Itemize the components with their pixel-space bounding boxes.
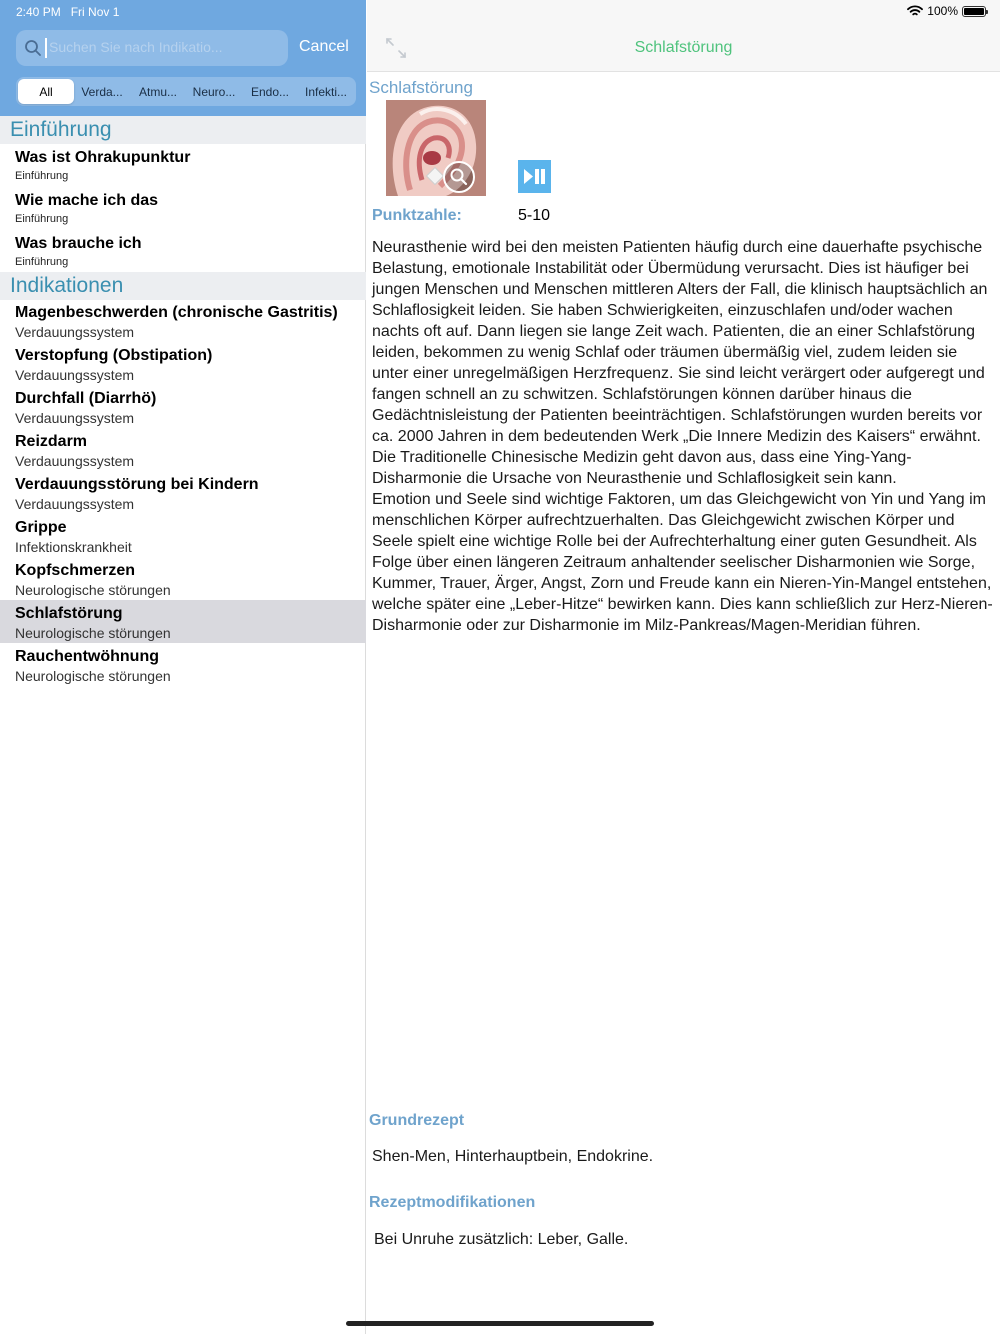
list-item[interactable] bbox=[0, 144, 366, 187]
points-value: 5-10 bbox=[518, 207, 551, 224]
home-indicator[interactable] bbox=[346, 1321, 654, 1326]
play-pause-button[interactable] bbox=[518, 160, 551, 193]
list-item-subtitle: Neurologische störungen bbox=[15, 668, 171, 684]
section-header-einfuehrung: Einführung bbox=[0, 116, 366, 144]
rezeptmodifikationen-value: Bei Unruhe zusätzlich: Leber, Galle. bbox=[374, 1231, 629, 1248]
play-pause-icon bbox=[518, 160, 551, 193]
nav-title: Schlafstörung bbox=[634, 39, 733, 56]
status-date: Fri Nov 1 bbox=[70, 5, 120, 19]
search-icon bbox=[24, 39, 42, 57]
list-item-subtitle: Infektionskrankheit bbox=[15, 539, 132, 555]
list-item-selected[interactable] bbox=[0, 600, 366, 643]
search-placeholder: Suchen Sie nach Indikatio... bbox=[49, 39, 223, 55]
segment-endo[interactable]: Endo... bbox=[250, 84, 290, 99]
list-item-title: Was brauche ich bbox=[15, 235, 142, 252]
list-item-title: Magenbeschwerden (chronische Gastritis) bbox=[15, 304, 338, 321]
description-paragraph: Emotion und Seele sind wichtige Faktoren, um das Gleichgewicht von Yin und Yang im menschlichen Körper aufrechtzuerhalten. Das Gleichgewicht zwischen Körper und Seele spielt eine wichtige Rolle bei der Aufrechterhaltung einer guten Gesundheit. Als Folge über einen längeren Zeitraum anhaltender seelischer Disharmonien wie Sorge, Kummer, Trauer, Ärger, Angst, Zorn und Freude kann ein Nieren-Yin-Mangel entstehen, welche später eine „Leber-Hitze“ bewirken kann. Dies kann schließlich zur Herz-Nieren-Disharmonie oder zur Disharmonie im Milz-Pankreas/Magen-Meridian führen. bbox=[372, 491, 993, 634]
list-item[interactable] bbox=[0, 557, 366, 600]
list-item-title: Grippe bbox=[15, 519, 67, 536]
ear-image[interactable] bbox=[386, 100, 486, 196]
list-item-title: Reizdarm bbox=[15, 433, 88, 450]
detail-nav-bar bbox=[367, 0, 1000, 72]
list-item-subtitle: Einführung bbox=[15, 256, 69, 268]
segment-infekt[interactable]: Infekti... bbox=[304, 84, 348, 99]
category-segmented-control bbox=[16, 77, 356, 106]
list-item-title: Was ist Ohrakupunktur bbox=[15, 149, 191, 166]
detail-title: Schlafstörung bbox=[369, 78, 473, 97]
list-item-subtitle: Verdauungssystem bbox=[15, 324, 135, 340]
status-time bbox=[16, 5, 119, 19]
segment-neuro[interactable]: Neuro... bbox=[192, 84, 236, 99]
grundrezept-value: Shen-Men, Hinterhauptbein, Endokrine. bbox=[372, 1148, 654, 1165]
cancel-button[interactable]: Cancel bbox=[299, 38, 349, 55]
list-item[interactable] bbox=[0, 643, 366, 686]
list-item[interactable] bbox=[0, 342, 366, 385]
list-item-subtitle: Verdauungssystem bbox=[15, 453, 135, 469]
status-indicators bbox=[907, 4, 986, 18]
list-item-subtitle: Verdauungssystem bbox=[15, 496, 135, 512]
list-item-title: Rauchentwöhnung bbox=[15, 648, 159, 665]
list-item-title: Wie mache ich das bbox=[15, 192, 159, 209]
wifi-icon bbox=[907, 5, 923, 17]
list-item-title: Verdauungsstörung bei Kindern bbox=[15, 476, 259, 493]
status-clock: 2:40 PM bbox=[16, 5, 61, 19]
section-header-indikationen: Indikationen bbox=[0, 272, 366, 300]
description-paragraph: Neurasthenie wird bei den meisten Patienten häufig durch eine dauerhafte psychische Belastung, emotionale Instabilität oder Übermüdung verursacht. Dies ist häufiger bei jungen Menschen und Menschen mittleren Alters der Fall, die klinisch hauptsächlich an Schlaflosigkeit leiden. Sie haben Schwierigkeiten, einzuschlafen und/oder wachen nachts oft auf. Dann liegen sie lange Zeit wach. Patienten, die an einer Schlafstörung leiden, bekommen zu wenig Schlaf oder träumen übermäßig viel, zudem leiden sie unter einer unregelmäßigen Herzfrequenz. Sie sind leicht verärgert oder aufgeregt und fangen schnell an zu schwitzen. Schlafstörungen können darüber hinaus die Gedächtnisleistung der Patienten beeinträchtigen. Schlafstörungen wurden bereits vor ca. 2000 Jahren in dem bedeutenden Werk „Die Innere Medizin des Kaisers“ erwähnt. Die Traditionelle Chinesische Medizin geht davon aus, dass eine Ying-Yang-Disharmonie die Ursache von Neurasthenie und Schlaflosigkeit sein kann. bbox=[372, 239, 988, 487]
rezeptmodifikationen-label: Rezeptmodifikationen bbox=[369, 1194, 536, 1211]
list-item[interactable] bbox=[0, 428, 366, 471]
segment-atmung[interactable]: Atmu... bbox=[138, 84, 177, 99]
grundrezept-label: Grundrezept bbox=[369, 1112, 465, 1129]
battery-percent: 100% bbox=[927, 4, 958, 18]
battery-icon bbox=[962, 6, 986, 17]
zoom-icon[interactable] bbox=[442, 160, 476, 194]
list-item[interactable] bbox=[0, 385, 366, 428]
list-item-subtitle: Neurologische störungen bbox=[15, 625, 171, 641]
search-input[interactable] bbox=[16, 30, 288, 66]
list-item-title: Kopfschmerzen bbox=[15, 562, 136, 579]
list-item[interactable] bbox=[0, 187, 366, 230]
list-item[interactable] bbox=[0, 299, 366, 342]
list-item-subtitle: Verdauungssystem bbox=[15, 410, 135, 426]
list-item-subtitle: Neurologische störungen bbox=[15, 582, 171, 598]
sidebar bbox=[0, 0, 366, 1334]
list-item-subtitle: Verdauungssystem bbox=[15, 367, 135, 383]
points-label: Punktzahle: bbox=[372, 207, 462, 224]
segment-verdauung[interactable]: Verda... bbox=[81, 84, 123, 99]
list-item-subtitle: Einführung bbox=[15, 213, 69, 225]
list-item-subtitle: Einführung bbox=[15, 170, 69, 182]
description-text bbox=[372, 237, 998, 636]
list-item-title: Schlafstörung bbox=[15, 605, 123, 622]
list-item[interactable] bbox=[0, 514, 366, 557]
segment-all[interactable]: All bbox=[18, 79, 74, 104]
list-item-title: Durchfall (Diarrhö) bbox=[15, 390, 157, 407]
list-item-title: Verstopfung (Obstipation) bbox=[15, 347, 213, 364]
text-caret bbox=[45, 38, 47, 58]
list-item[interactable] bbox=[0, 230, 366, 273]
list-item[interactable] bbox=[0, 471, 366, 514]
